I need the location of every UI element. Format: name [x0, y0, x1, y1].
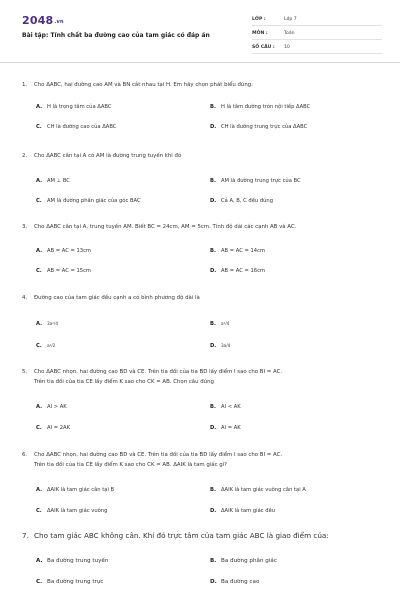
option-text: AI < AK [221, 404, 241, 410]
option-a[interactable] [36, 102, 111, 112]
option-d[interactable] [210, 506, 275, 516]
option-text: Ba đường trung tuyến [47, 558, 109, 564]
option-text: CH là đường trung trực của ΔABC [221, 124, 308, 130]
meta-label: MÔN : [252, 31, 268, 36]
option-letter: A. [36, 558, 43, 564]
option-letter: C. [36, 124, 42, 130]
option-text: CH là đường cao của ΔABC [47, 124, 117, 130]
option-letter: D. [210, 268, 217, 274]
meta-row-count [252, 42, 382, 54]
logo-text: 2048 [22, 14, 54, 27]
meta-value: Toán [284, 31, 295, 36]
option-letter: B. [210, 248, 216, 254]
question-text [22, 151, 382, 161]
meta-label: SỐ CÂU : [252, 45, 275, 50]
option-text: Cả A, B, C đều đúng [221, 198, 274, 204]
option-text: Ba đường trung trực [47, 579, 104, 585]
site-logo[interactable] [22, 14, 64, 27]
option-letter: C. [36, 268, 42, 274]
question-stem: Cho ΔABC nhọn, hai đường cao BD và CE. Trên tia đối của tia BD lấy điểm I sao cho BI = AC. [34, 452, 283, 458]
meta-row-subject [252, 28, 382, 40]
option-letter: D. [210, 343, 217, 349]
question-stem-line2: Trên tia đối của tia CE lấy điểm K sao cho CK = AB. Chọn câu đúng [34, 379, 214, 385]
option-a[interactable] [36, 176, 70, 186]
option-c[interactable] [36, 341, 55, 351]
question-stem: Cho ΔABC cân tại A, trung tuyến AM. Biết BC = 24cm, AM = 5cm. Tính độ dài các cạnh AB và AC. [34, 224, 297, 230]
option-b[interactable] [210, 102, 310, 112]
option-text: AM là đường trung trực của BC [221, 178, 301, 184]
option-c[interactable] [36, 266, 91, 276]
option-text: AB = AC = 15cm [47, 268, 91, 274]
option-a[interactable] [36, 485, 114, 495]
question-7 [22, 531, 382, 591]
question-number: 3. [22, 224, 28, 230]
option-d[interactable] [210, 122, 307, 132]
meta-value: 10 [284, 45, 290, 50]
option-text: AI > AK [47, 404, 67, 410]
option-a[interactable] [36, 402, 67, 412]
page-header [0, 0, 400, 62]
option-letter: B. [210, 487, 216, 493]
quiz-title: Bài tập: Tính chất ba đường cao của tam giác có đáp án [22, 32, 210, 39]
meta-label: LỚP : [252, 17, 266, 22]
question-1 [22, 80, 382, 130]
option-letter: A. [36, 178, 43, 184]
option-d[interactable] [210, 423, 241, 433]
question-stem: Cho tam giác ABC không cân. Khi đó trực tâm của tam giác ABC là giao điểm của: [34, 531, 329, 540]
question-stem: Cho ΔABC nhọn, hai đường cao BD và CE. Trên tia đối của tia BD lấy điểm I sao cho BI = AC. [34, 369, 283, 375]
option-a[interactable] [36, 246, 91, 256]
option-b[interactable] [210, 402, 241, 412]
question-2 [22, 151, 382, 204]
question-text [22, 293, 382, 303]
question-4 [22, 293, 382, 353]
question-number: 5. [22, 369, 28, 375]
logo-tld: .vn [54, 19, 64, 25]
option-b[interactable] [210, 485, 306, 495]
question-text [22, 531, 382, 541]
option-b[interactable] [210, 319, 229, 329]
question-number: 7. [22, 531, 29, 540]
option-c[interactable] [36, 196, 141, 206]
option-letter: D. [210, 198, 217, 204]
option-text: H là tâm đường tròn nội tiếp ΔABC [221, 104, 311, 110]
option-letter: C. [36, 508, 42, 514]
question-stem: Cho ΔABC cân tại A có AM là đường trung tuyến khi đó [34, 153, 182, 159]
option-text: a²/2 [47, 343, 56, 348]
option-letter: B. [210, 404, 216, 410]
option-letter: D. [210, 124, 217, 130]
option-text: H là trọng tâm của ΔABC [47, 104, 112, 110]
option-a[interactable] [36, 556, 108, 566]
option-letter: A. [36, 321, 43, 327]
option-c[interactable] [36, 577, 103, 587]
question-5 [22, 367, 382, 435]
option-text: 3a²/4 [47, 321, 58, 326]
option-letter: C. [36, 198, 42, 204]
option-d[interactable] [210, 196, 273, 206]
option-text: AB = AC = 14cm [221, 248, 265, 254]
option-text: AM ⊥ BC [47, 178, 70, 184]
option-letter: A. [36, 248, 43, 254]
meta-row-grade [252, 14, 382, 26]
option-text: Ba đường phân giác [221, 558, 277, 564]
question-number: 1. [22, 82, 28, 88]
option-text: ΔAIK là tam giác cân tại B [47, 487, 115, 493]
option-text: a²/4 [221, 321, 230, 326]
option-b[interactable] [210, 556, 277, 566]
question-text [22, 80, 382, 90]
question-stem-line2: Trên tia đối của tia CE lấy điểm K sao cho CK = AB. ΔAIK là tam giác gì? [34, 462, 228, 468]
option-text: ΔAIK là tam giác vuông [47, 508, 108, 514]
option-text: ΔAIK là tam giác đều [221, 508, 276, 514]
option-text: AB = AC = 16cm [221, 268, 265, 274]
option-letter: C. [36, 425, 42, 431]
option-b[interactable] [210, 246, 265, 256]
option-letter: C. [36, 343, 42, 349]
option-text: AI = 2AK [47, 425, 70, 431]
option-c[interactable] [36, 506, 107, 516]
option-text: ΔAIK là tam giác vuông cân tại A [221, 487, 306, 493]
option-d[interactable] [210, 341, 230, 351]
option-c[interactable] [36, 122, 116, 132]
option-letter: A. [36, 487, 43, 493]
question-number: 4. [22, 295, 28, 301]
option-d[interactable] [210, 577, 259, 587]
option-letter: D. [210, 508, 217, 514]
option-d[interactable] [210, 266, 265, 276]
option-c[interactable] [36, 423, 70, 433]
option-letter: B. [210, 178, 216, 184]
option-text: AB = AC = 13cm [47, 248, 91, 254]
option-letter: C. [36, 579, 43, 585]
option-letter: D. [210, 579, 217, 585]
option-text: AM là đường phân giác của góc BAC [47, 198, 141, 204]
header-divider [0, 62, 400, 63]
option-text: AI = AK [221, 425, 241, 431]
option-letter: B. [210, 558, 217, 564]
question-stem: Đường cao của tam giác đều cạnh a có bình phương độ dài là [34, 295, 200, 301]
option-letter: B. [210, 104, 216, 110]
question-text [22, 222, 382, 232]
option-letter: A. [36, 404, 43, 410]
option-letter: B. [210, 321, 216, 327]
question-number: 6. [22, 452, 28, 458]
question-text [22, 367, 382, 377]
option-a[interactable] [36, 319, 58, 329]
option-text: 3a/4 [221, 343, 231, 348]
question-stem: Cho ΔABC, hai đường cao AM và BN cắt nhau tại H. Em hãy chọn phát biểu đúng: [34, 82, 253, 88]
question-6 [22, 450, 382, 518]
option-text: Ba đường cao [221, 579, 260, 585]
question-3 [22, 222, 382, 272]
meta-value: Lớp 7 [284, 17, 297, 22]
option-letter: A. [36, 104, 43, 110]
question-text [22, 450, 382, 460]
option-letter: D. [210, 425, 217, 431]
question-number: 2. [22, 153, 28, 159]
option-b[interactable] [210, 176, 301, 186]
